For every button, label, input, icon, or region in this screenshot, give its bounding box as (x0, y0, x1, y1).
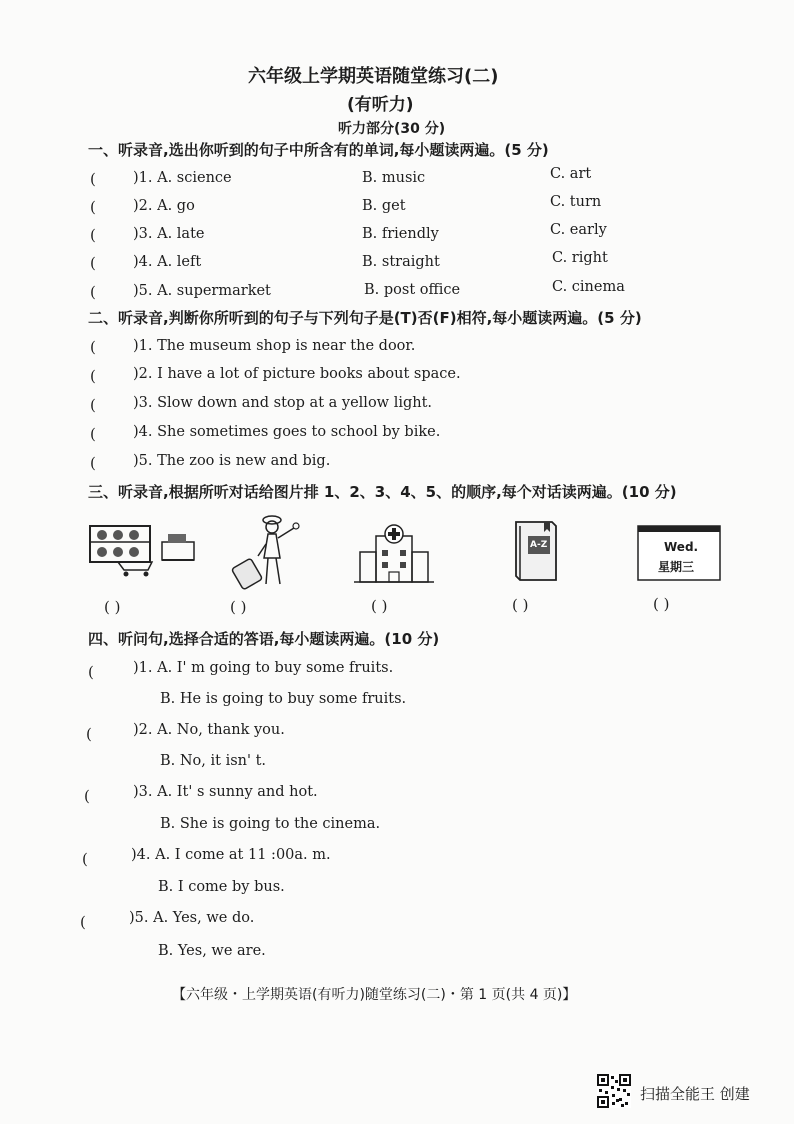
answer-blank[interactable]: ( (90, 367, 96, 385)
option-a: )1. A. I' m going to buy some fruits. (133, 660, 394, 676)
option-b: B. get (362, 198, 406, 214)
page-subtitle: (有听力) (347, 95, 414, 115)
option-c: C. right (552, 250, 608, 266)
book-picture (508, 518, 564, 584)
option-a: )3. A. late (133, 226, 205, 242)
answer-blank[interactable]: ( (82, 850, 88, 868)
answer-blank[interactable]: ( (90, 338, 96, 356)
option-b: B. He is going to buy some fruits. (160, 691, 407, 707)
answer-blank[interactable]: ( (90, 454, 96, 472)
option-c: C. art (550, 166, 592, 182)
option-c: C. cinema (552, 279, 625, 295)
answer-blank[interactable]: ( ) (653, 595, 670, 613)
section3-heading: 三、听录音,根据所听对话给图片排 1、2、3、4、5、的顺序,每个对话读两遍。(10 分) (88, 483, 677, 501)
list-item: )1. The museum shop is near the door. (133, 338, 416, 354)
option-a: )5. A. Yes, we do. (129, 910, 255, 926)
option-a: )1. A. science (133, 170, 232, 186)
option-a: )3. A. It' s sunny and hot. (133, 784, 318, 800)
option-b: B. straight (362, 254, 440, 270)
list-item: )3. Slow down and stop at a yellow light. (133, 395, 433, 411)
page-title: 六年级上学期英语随堂练习(二) (248, 66, 499, 87)
option-c: C. early (550, 222, 607, 238)
answer-blank[interactable]: ( (90, 170, 96, 188)
answer-blank[interactable]: ( (90, 283, 96, 301)
option-a: )2. A. No, thank you. (133, 722, 285, 738)
calendar-day: Wed. (664, 540, 699, 554)
hospital-picture (354, 522, 434, 584)
scanner-brand: 扫描全能王 创建 (640, 1085, 750, 1103)
answer-blank[interactable]: ( ) (104, 598, 121, 616)
answer-blank[interactable]: ( (90, 425, 96, 443)
answer-blank[interactable]: ( (90, 198, 96, 216)
option-b: B. I come by bus. (158, 879, 285, 895)
answer-blank[interactable]: ( (84, 787, 90, 805)
option-c: C. turn (550, 194, 602, 210)
option-a: )2. A. go (133, 198, 195, 214)
answer-blank[interactable]: ( (80, 913, 86, 931)
answer-blank[interactable]: ( ) (371, 597, 388, 615)
option-b: B. No, it isn' t. (160, 753, 267, 769)
answer-blank[interactable]: ( (88, 663, 94, 681)
list-item: )2. I have a lot of picture books about space. (133, 366, 461, 382)
option-b: B. friendly (362, 226, 439, 242)
part-label: 听力部分(30 分) (338, 121, 446, 137)
answer-blank[interactable]: ( (90, 226, 96, 244)
book-label: A-Z (530, 540, 548, 550)
list-item: )5. The zoo is new and big. (133, 453, 331, 469)
answer-blank[interactable]: ( (90, 396, 96, 414)
qr-code-icon (597, 1074, 631, 1108)
option-a: )5. A. supermarket (133, 283, 271, 299)
answer-blank[interactable]: ( (86, 725, 92, 743)
answer-blank[interactable]: ( (90, 254, 96, 272)
page-footer: 【六年级・上学期英语(有听力)随堂练习(二)・第 1 页(共 4 页)】 (172, 987, 577, 1003)
option-a: )4. A. I come at 11 :00a. m. (131, 847, 331, 863)
option-a: )4. A. left (133, 254, 202, 270)
supermarket-picture (88, 522, 198, 582)
section4-heading: 四、听问句,选择合适的答语,每小题读两遍。(10 分) (88, 630, 440, 648)
option-b: B. post office (364, 282, 461, 298)
option-b: B. She is going to the cinema. (160, 816, 381, 832)
list-item: )4. She sometimes goes to school by bike. (133, 424, 441, 440)
answer-blank[interactable]: ( ) (512, 596, 529, 614)
answer-blank[interactable]: ( ) (230, 598, 247, 616)
traveler-picture (228, 510, 308, 590)
section2-heading: 二、听录音,判断你所听到的句子与下列句子是(T)否(F)相符,每小题读两遍。(5 分) (88, 309, 642, 327)
option-b: B. Yes, we are. (158, 943, 266, 959)
calendar-weekday: 星期三 (658, 560, 695, 574)
section1-heading: 一、听录音,选出你听到的句子中所含有的单词,每小题读两遍。(5 分) (88, 141, 549, 159)
option-b: B. music (362, 170, 426, 186)
